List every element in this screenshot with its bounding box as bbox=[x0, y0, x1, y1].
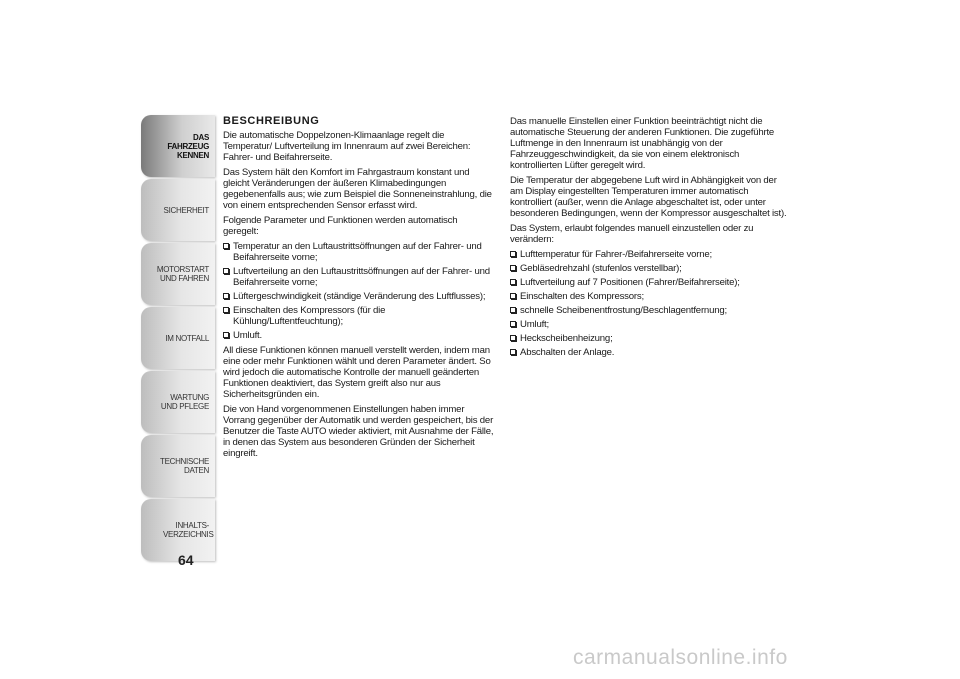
tab-wartung-und-pflege[interactable] bbox=[141, 371, 215, 433]
list-item: Lufttemperatur für Fahrer-/Beifahrerseite vorne; bbox=[510, 249, 790, 260]
left-column bbox=[223, 116, 495, 463]
right-column bbox=[510, 116, 790, 362]
section-heading: BESCHREIBUNG bbox=[223, 115, 320, 127]
paragraph: Folgende Parameter und Funktionen werden automatisch geregelt: bbox=[223, 215, 458, 237]
list-item: Temperatur an den Luftaustrittsöffnungen auf der Fahrer- und Beifahrerseite vorne; bbox=[223, 241, 495, 263]
chapter-sidebar bbox=[141, 115, 215, 563]
tab-technische-daten[interactable] bbox=[141, 435, 215, 497]
paragraph: Das System hält den Komfort im Fahrgastraum konstant und gleicht Veränderungen der äußeren Klimabedingungen gegebenenfalls aus; wie zum Beispiel die Sonneneinstrahlung, die von einem entsprechenden Sensor erfasst wird. bbox=[223, 167, 492, 211]
tab-sicherheit[interactable] bbox=[141, 179, 215, 241]
list-item: Heckscheibenheizung; bbox=[510, 333, 790, 344]
tab-das-fahrzeug-kennen[interactable] bbox=[141, 115, 215, 177]
paragraph: Die von Hand vorgenommenen Einstellungen haben immer Vorrang gegenüber der Automatik und werden gespeichert, bis der Benutzer die Taste AUTO wieder aktiviert, mit Ausnahme der Fälle, in denen das System aus besonderen Gründen der Sicherheit eingreift. bbox=[223, 404, 494, 459]
tab-motorstart-und-fahren[interactable] bbox=[141, 243, 215, 305]
tab-label: INHALTS-VERZEICHNIS bbox=[163, 521, 214, 539]
list-item: Umluft. bbox=[223, 330, 495, 341]
watermark-text: carmanualsonline.info bbox=[573, 646, 788, 669]
list-item: Umluft; bbox=[510, 319, 790, 330]
tab-label: DAS FAHRZEUG KENNEN bbox=[167, 132, 209, 160]
list-item: Abschalten der Anlage. bbox=[510, 347, 790, 358]
paragraph: Die Temperatur der abgegebene Luft wird in Abhängigkeit von der am Display eingestellten Temperaturen immer automatisch kontrolliert (außer, wenn die Anlage abgeschaltet ist, oder unter besonderen Bedingungen, wenn der Kompressor ausgeschaltet ist). bbox=[510, 175, 787, 219]
list-item: Luftverteilung auf 7 Positionen (Fahrer/Beifahrerseite); bbox=[510, 277, 790, 288]
tab-label: IM NOTFALL bbox=[165, 333, 209, 343]
tab-label: SICHERHEIT bbox=[163, 205, 209, 215]
tab-im-notfall[interactable] bbox=[141, 307, 215, 369]
paragraph: Die automatische Doppelzonen-Klimaanlage regelt die Temperatur/ Luftverteilung im Innenraum auf zwei Bereichen: Fahrer- und Beifahrerseite. bbox=[223, 130, 471, 163]
list-item: Lüftergeschwindigkeit (ständige Veränderung des Luftflusses); bbox=[223, 291, 495, 302]
list-item: Einschalten des Kompressors (für die Kühlung/Luftentfeuchtung); bbox=[223, 305, 495, 327]
tab-label: TECHNISCHE DATEN bbox=[159, 457, 209, 475]
list-item: schnelle Scheibenentfrostung/Beschlagentfernung; bbox=[510, 305, 790, 316]
list-item: Luftverteilung an den Luftaustrittsöffnungen auf der Fahrer- und Beifahrerseite vorne; bbox=[223, 266, 495, 288]
auto-functions-list bbox=[223, 241, 495, 341]
manual-functions-list bbox=[510, 249, 790, 358]
list-item: Einschalten des Kompressors; bbox=[510, 291, 790, 302]
tab-label: MOTORSTART UND FAHREN bbox=[156, 265, 209, 283]
paragraph: All diese Funktionen können manuell verstellt werden, indem man eine oder mehr Funktionen wählt und deren Parameter ändert. So wird jedoch die automatische Kontrolle der manuell geänderten Funktionen deaktiviert, das System greift also nur aus Sicherheitsgründen ein. bbox=[223, 345, 491, 400]
paragraph: Das System, erlaubt folgendes manuell einzustellen oder zu verändern: bbox=[510, 223, 754, 245]
tab-label: WARTUNG UND PFLEGE bbox=[160, 393, 209, 411]
page-number: 64 bbox=[178, 552, 194, 568]
list-item: Gebläsedrehzahl (stufenlos verstellbar); bbox=[510, 263, 790, 274]
paragraph: Das manuelle Einstellen einer Funktion beeinträchtigt nicht die automatische Steuerung der anderen Funktionen. Die zugeführte Luftmenge in den Innenraum ist unabhängig von der Fahrzeuggeschwindigkeit, da sie von einem elektronisch kontrollierten Lüfter geregelt wird. bbox=[510, 116, 775, 171]
